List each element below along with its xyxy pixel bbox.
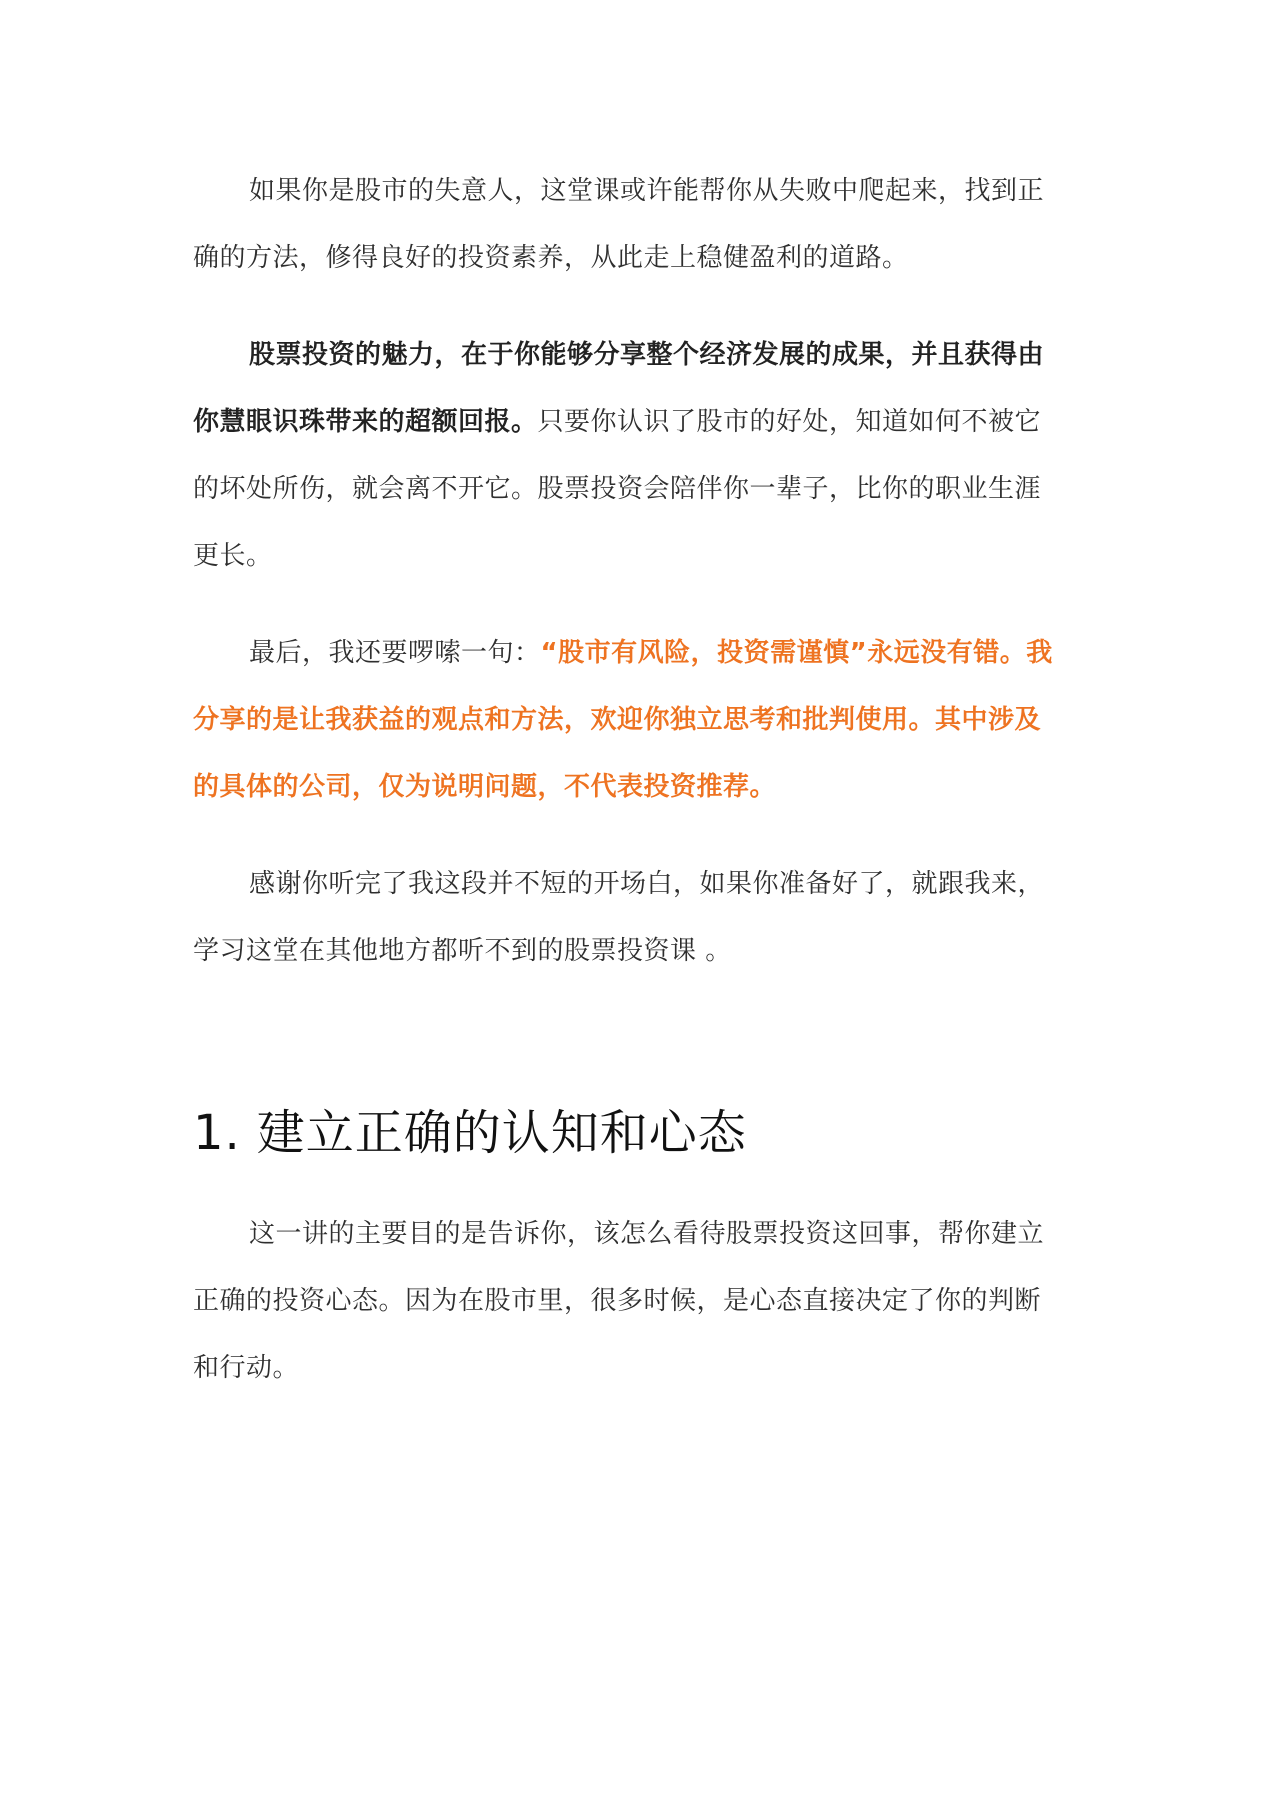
disclaimer-paragraph xyxy=(193,620,1061,821)
intro-paragraph xyxy=(193,158,1061,292)
thanks-text: 感谢你听完了我这段并不短的开场白，如果你准备好了，就跟我来，学习这堂在其他地方都听不到的股票投资课 。 xyxy=(193,869,1045,966)
charm-bold-text: 股票投资的魅力，在于你能够分享整个经济发展的成果，并且获得由你慧眼识珠带来的超额回报。 xyxy=(193,340,1045,437)
charm-paragraph xyxy=(193,322,1061,590)
section-title: 建立正确的认知和心态 xyxy=(256,1105,747,1161)
section-heading xyxy=(193,1103,1061,1163)
disclaimer-lead-text: 最后，我还要啰嗦一句： xyxy=(249,638,541,668)
disclaimer-highlight-text: “股市有风险，投资需谨慎”永远没有错。我分享的是让我获益的观点和方法，欢迎你独立思考和批判使用。其中涉及的具体的公司，仅为说明问题，不代表投资推荐。 xyxy=(193,638,1053,802)
section-paragraph xyxy=(193,1201,1061,1402)
intro-text: 如果你是股市的失意人，这堂课或许能帮你从失败中爬起来，找到正确的方法，修得良好的投资素养，从此走上稳健盈利的道路。 xyxy=(193,176,1045,273)
document-body xyxy=(193,158,1061,1402)
section-number: 1. xyxy=(193,1105,241,1161)
charm-normal-text: 只要你认识了股市的好处，知道如何不被它的坏处所伤，就会离不开它。股票投资会陪伴你一辈子，比你的职业生涯更长。 xyxy=(193,407,1042,571)
section-text: 这一讲的主要目的是告诉你，该怎么看待股票投资这回事，帮你建立正确的投资心态。因为在股市里，很多时候，是心态直接决定了你的判断和行动。 xyxy=(193,1219,1045,1383)
thanks-paragraph xyxy=(193,851,1061,985)
